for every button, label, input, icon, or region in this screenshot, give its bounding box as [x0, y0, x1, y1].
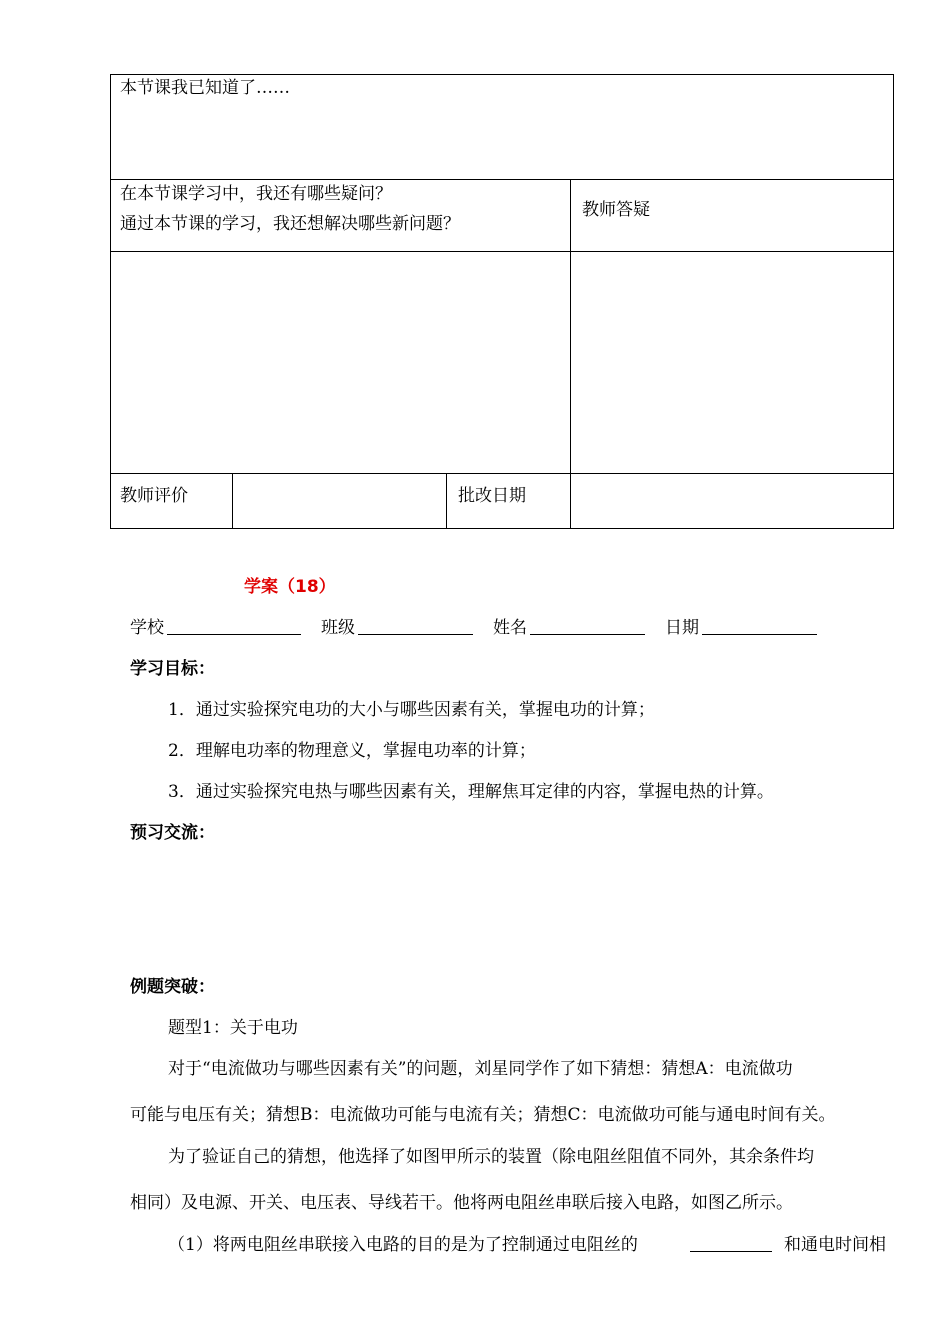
question-1-part-2: 和通电时间相: [784, 1235, 886, 1255]
known-label: 本节课我已知道了……: [120, 78, 290, 98]
table-border-row2: [110, 251, 894, 252]
table-border-top: [110, 74, 894, 75]
class-label: 班级: [321, 618, 355, 638]
table-border-left: [110, 74, 111, 529]
table-border-row1: [110, 179, 894, 180]
teacher-answer-label: 教师答疑: [582, 200, 650, 220]
table-divider-date: [446, 473, 447, 529]
table-border-right: [893, 74, 894, 529]
question-type-1: 题型1：关于电功: [168, 1018, 298, 1038]
date-blank[interactable]: [702, 634, 817, 635]
paragraph-2-line-2: 相同）及电源、开关、电压表、导线若干。他将两电阻丝串联后接入电路，如图乙所示。: [130, 1193, 793, 1213]
preview-heading: 预习交流：: [130, 823, 215, 843]
goal-item: 1．通过实验探究电功的大小与哪些因素有关，掌握电功的计算；: [168, 700, 655, 720]
examples-heading: 例题突破：: [130, 977, 215, 997]
goal-item: 3．通过实验探究电热与哪些因素有关，理解焦耳定律的内容，掌握电热的计算。: [168, 782, 774, 802]
school-blank[interactable]: [167, 634, 301, 635]
date-label: 日期: [665, 618, 699, 638]
paragraph-1-line-2: 可能与电压有关；猜想B：电流做功可能与电流有关；猜想C：电流做功可能与通电时间有关。: [130, 1105, 836, 1125]
class-blank[interactable]: [358, 634, 473, 635]
table-divider-mid: [570, 179, 571, 529]
name-label: 姓名: [493, 618, 527, 638]
paragraph-2-line-1: 为了验证自己的猜想，他选择了如图甲所示的装置（除电阻丝阻值不同外，其余条件均: [168, 1147, 814, 1167]
paragraph-1-line-1: 对于“电流做功与哪些因素有关”的问题，刘星同学作了如下猜想：猜想A：电流做功: [168, 1059, 793, 1079]
doubts-question-1: 在本节课学习中，我还有哪些疑问？: [120, 184, 392, 204]
question-1-answer-blank[interactable]: [690, 1251, 772, 1252]
table-divider-eval: [232, 473, 233, 529]
name-blank[interactable]: [530, 634, 645, 635]
school-label: 学校: [130, 618, 164, 638]
question-1-part-1: （1）将两电阻丝串联接入电路的目的是为了控制通过电阻丝的: [168, 1235, 638, 1255]
review-date-label: 批改日期: [458, 486, 526, 506]
doubts-question-2: 通过本节课的学习，我还想解决哪些新问题？: [120, 214, 460, 234]
table-border-bottom: [110, 528, 894, 529]
goal-item: 2．理解电功率的物理意义，掌握电功率的计算；: [168, 741, 536, 761]
table-border-row3: [110, 473, 894, 474]
goals-heading: 学习目标：: [130, 659, 215, 679]
plan-title: 学案（18）: [244, 577, 336, 597]
teacher-eval-label: 教师评价: [120, 486, 188, 506]
